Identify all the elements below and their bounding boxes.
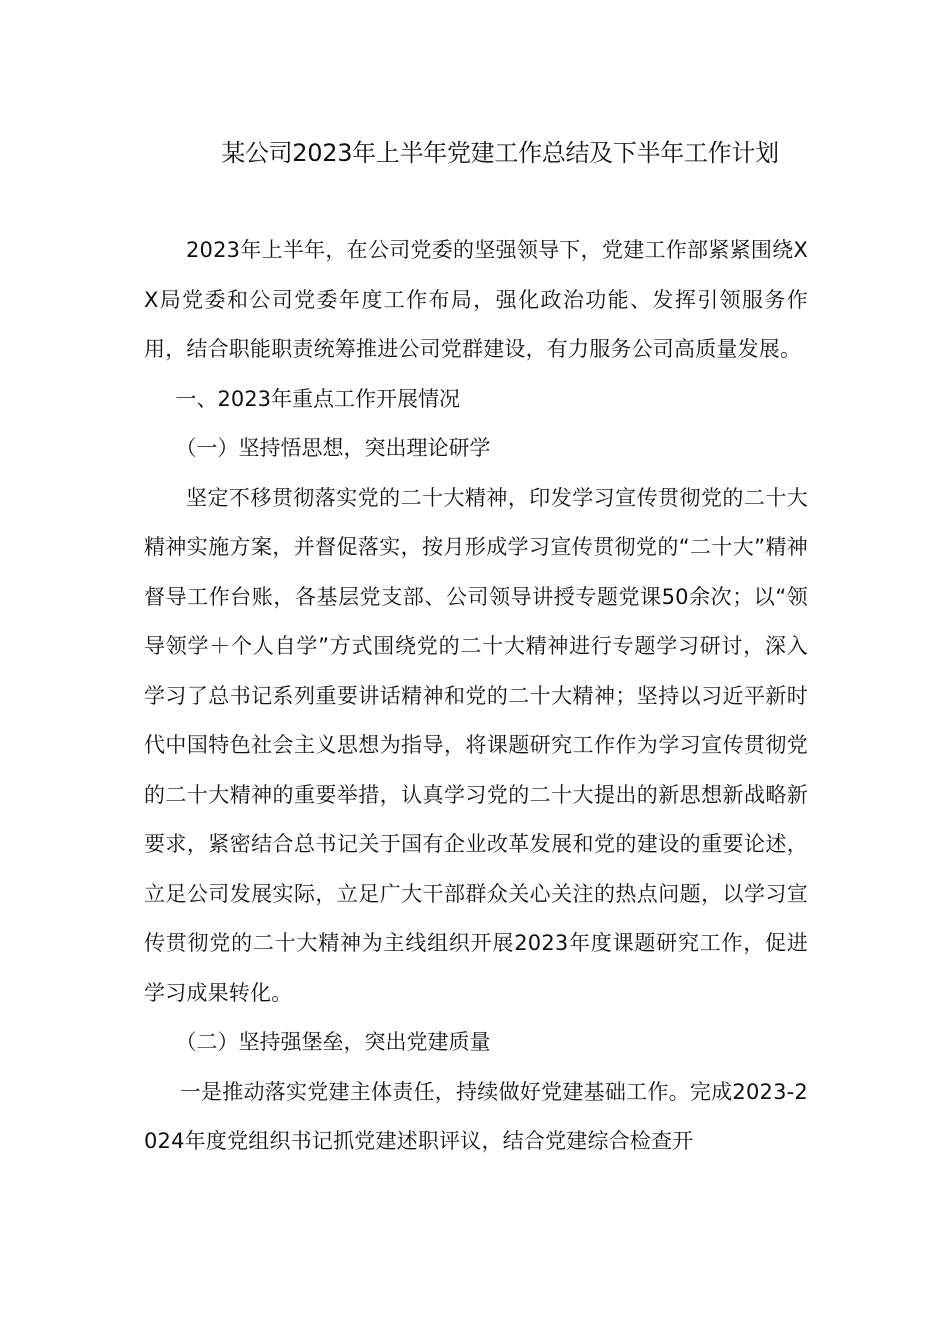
document-title: 某公司2023年上半年党建工作总结及下半年工作计划 [221,139,779,167]
intro-paragraph: 2023年上半年，在公司党委的坚强领导下，党建工作部紧紧围绕XX局党委和公司党委年度工作布局，强化政治功能、发挥引领服务作用，结合职能职责统筹推进公司党群建设，有力服务公司高质量发展。 [144,238,808,361]
subsection-heading-2: （二）坚持强堡垒，突出党建质量 [175,1030,491,1054]
section-heading-1: 一、2023年重点工作开展情况 [175,386,460,411]
document-body [144,226,808,1167]
subsection-1-paragraph: 坚定不移贯彻落实党的二十大精神，印发学习宣传贯彻党的二十大精神实施方案，并督促落实，按月形成学习宣传贯彻党的“二十大”精神督导工作台账，各基层党支部、公司领导讲授专题党课50余次；以“领导领学＋个人自学”方式围绕党的二十大精神进行专题学习研讨，深入学习了总书记系列重要讲话精神和党的二十大精神；坚持以习近平新时代中国特色社会主义思想为指导，将课题研究工作作为学习宣传贯彻党的二十大精神的重要举措，认真学习党的二十大提出的新思想新战略新要求，紧密结合总书记关于国有企业改革发展和党的建设的重要论述，立足公司发展实际，立足广大干部群众关心关注的热点问题，以学习宣传贯彻党的二十大精神为主线组织开展2023年度课题研究工作，促进学习成果转化。 [144,485,808,1005]
subsection-2-paragraph: 一是推动落实党建主体责任，持续做好党建基础工作。完成2023-2024年度党组织书记抓党建述职评议，结合党建综合检查开 [144,1079,808,1153]
subsection-heading-1: （一）坚持悟思想，突出理论研学 [175,436,491,460]
